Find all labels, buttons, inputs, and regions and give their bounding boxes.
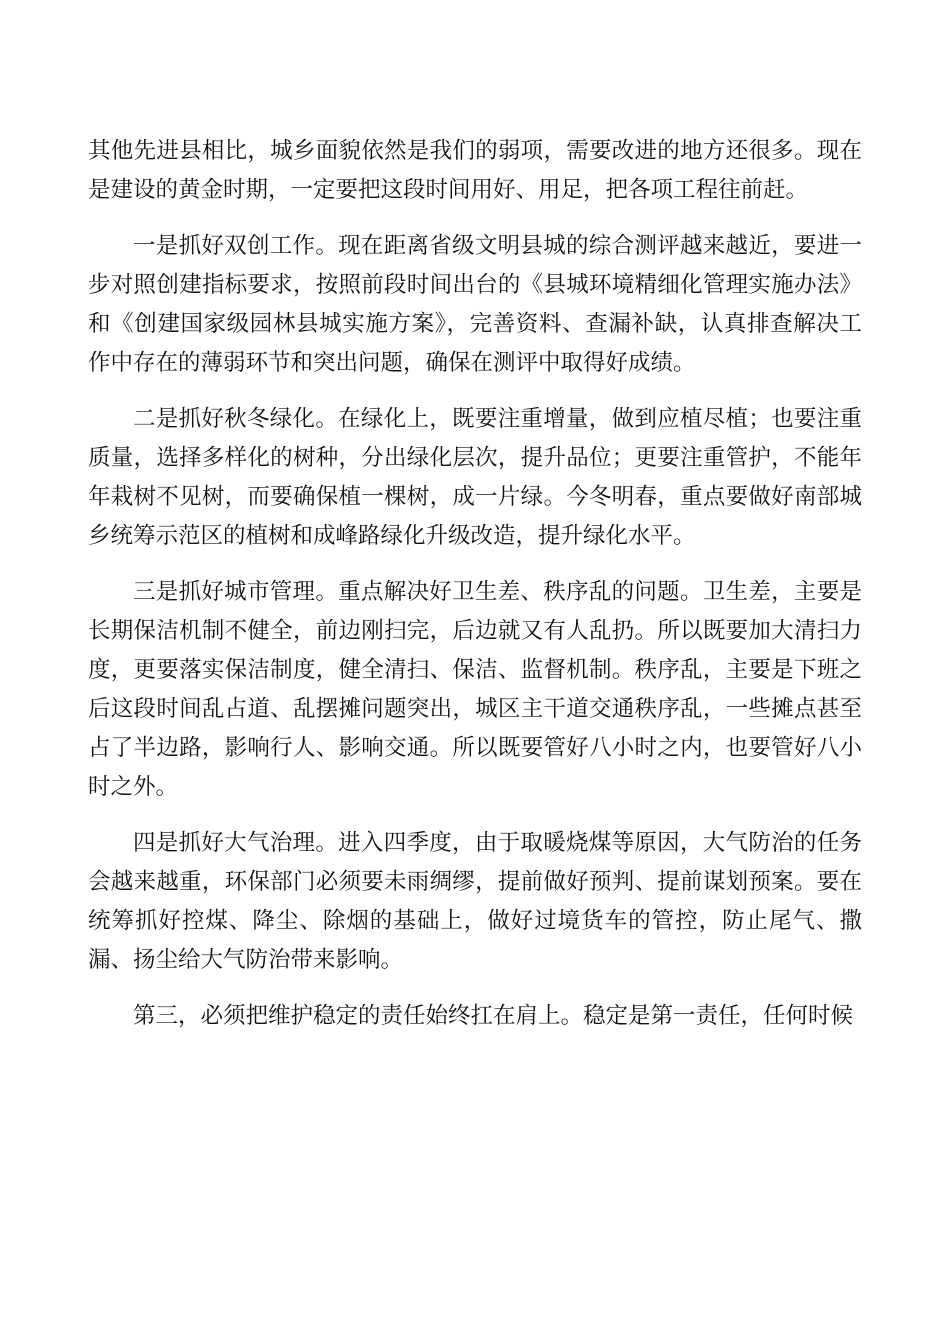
paragraph-greening: 二是抓好秋冬绿化。在绿化上，既要注重增量，做到应植尽植；也要注重质量，选择多样化的树种，分出绿化层次，提升品位；更要注重管护，不能年年栽树不见树，而要确保植一棵树，成一片绿。今冬明春，重点要做好南部城乡统筹示范区的植树和成峰路绿化升级改造，提升绿化水平。 (88, 406, 862, 549)
paragraph-continuation: 其他先进县相比，城乡面貌依然是我们的弱项，需要改进的地方还很多。现在是建设的黄金时期，一定要把这段时间用好、用足，把各项工程往前赶。 (88, 138, 862, 203)
paragraph-stability: 第三，必须把维护稳定的责任始终扛在肩上。稳定是第一责任，任何时候 (133, 1003, 854, 1029)
paragraph-air-governance: 四是抓好大气治理。进入四季度，由于取暖烧煤等原因，大气防治的任务会越来越重，环保部门必须要未雨绸缪，提前做好预判、提前谋划预案。要在统筹抓好控煤、降尘、除烟的基础上，做好过境货车的管控，防止尾气、撒漏、扬尘给大气防治带来影响。 (88, 830, 862, 973)
paragraph-city-management: 三是抓好城市管理。重点解决好卫生差、秩序乱的问题。卫生差，主要是长期保洁机制不健全，前边刚扫完，后边就又有人乱扔。所以既要加大清扫力度，更要落实保洁制度，健全清扫、保洁、监督机制。秩序乱，主要是下班之后这段时间乱占道、乱摆摊问题突出，城区主干道交通秩序乱，一些摊点甚至占了半边路，影响行人、影响交通。所以既要管好八小时之内，也要管好八小时之外。 (88, 579, 862, 800)
paragraph-dual-creation: 一是抓好双创工作。现在距离省级文明县城的综合测评越来越近，要进一步对照创建指标要求，按照前段时间出台的《县城环境精细化管理实施办法》和《创建国家级园林县城实施方案》，完善资料、查漏补缺，认真排查解决工作中存在的薄弱环节和突出问题，确保在测评中取得好成绩。 (88, 233, 862, 376)
document-body (88, 132, 862, 1036)
